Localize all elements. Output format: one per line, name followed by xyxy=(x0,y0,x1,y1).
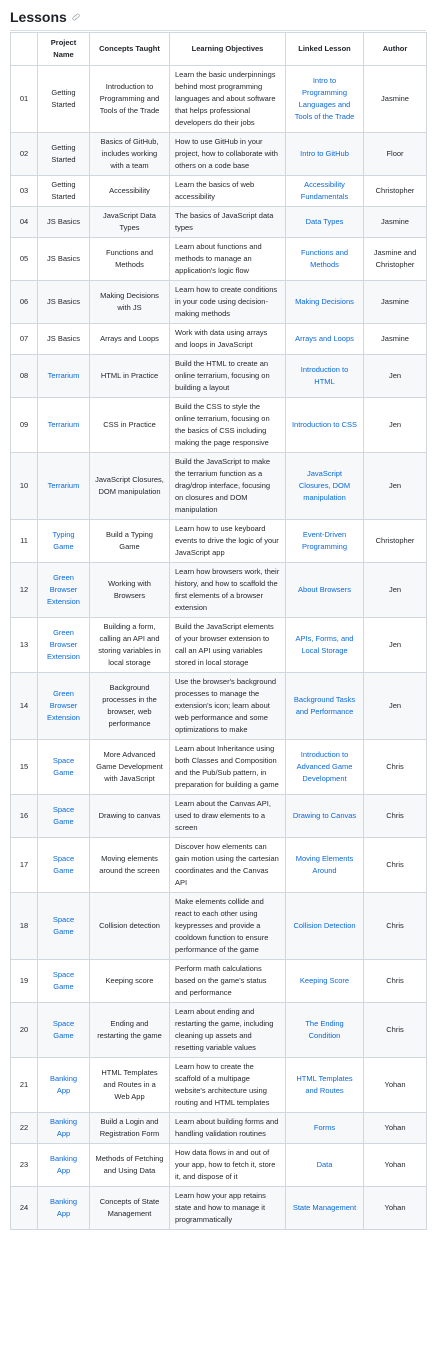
table-row xyxy=(11,838,427,893)
column-header-linked-lesson: Linked Lesson xyxy=(286,33,364,66)
linked-lesson xyxy=(286,207,364,238)
concepts-taught: Introduction to Programming and Tools of the Trade xyxy=(90,66,170,133)
table-row xyxy=(11,673,427,740)
lesson-number: 15 xyxy=(11,740,38,795)
project-name xyxy=(38,1058,90,1113)
project-name-link[interactable]: Space Game xyxy=(52,756,75,777)
author: Yohan xyxy=(364,1113,427,1144)
project-name xyxy=(38,1113,90,1144)
column-header-author: Author xyxy=(364,33,427,66)
project-name-link[interactable]: Space Game xyxy=(52,970,75,991)
linked-lesson xyxy=(286,673,364,740)
learning-objectives: Build the CSS to style the online terrarium, focusing on the basics of CSS including making the page responsive xyxy=(170,398,286,453)
column-header-project-name xyxy=(38,33,90,66)
concepts-taught: Functions and Methods xyxy=(90,238,170,281)
lesson-number: 11 xyxy=(11,520,38,563)
learning-objectives: Learn the basic underpinnings behind most programming languages and about software that helps professional developers do their jobs xyxy=(170,66,286,133)
concepts-taught: Building a form, calling an API and storing variables in local storage xyxy=(90,618,170,673)
concepts-taught: Collision detection xyxy=(90,893,170,960)
linked-lesson-link[interactable]: Data xyxy=(316,1160,333,1169)
author: Yohan xyxy=(364,1144,427,1187)
learning-objectives: Work with data using arrays and loops in JavaScript xyxy=(170,324,286,355)
learning-objectives: Learn how to create the scaffold of a multipage website's architecture using routing and HTML templates xyxy=(170,1058,286,1113)
concepts-taught: Build a Typing Game xyxy=(90,520,170,563)
concepts-taught: Moving elements around the screen xyxy=(90,838,170,893)
table-row xyxy=(11,281,427,324)
project-name xyxy=(38,740,90,795)
project-name-link[interactable]: Terrarium xyxy=(47,420,80,429)
project-name xyxy=(38,563,90,618)
concepts-taught: Basics of GitHub, includes working with a team xyxy=(90,133,170,176)
author: Jasmine xyxy=(364,66,427,133)
author: Chris xyxy=(364,838,427,893)
concepts-taught: Concepts of State Management xyxy=(90,1187,170,1230)
lesson-number: 08 xyxy=(11,355,38,398)
concepts-taught: Background processes in the browser, web performance xyxy=(90,673,170,740)
linked-lesson-link[interactable]: HTML Templates and Routes xyxy=(296,1074,353,1095)
author: Christopher xyxy=(364,520,427,563)
project-name-link[interactable]: Terrarium xyxy=(47,371,80,380)
learning-objectives: The basics of JavaScript data types xyxy=(170,207,286,238)
project-name-link[interactable]: Green Browser Extension xyxy=(47,628,80,661)
linked-lesson xyxy=(286,1113,364,1144)
project-name-link[interactable]: Typing Game xyxy=(52,530,75,551)
concepts-taught: JavaScript Data Types xyxy=(90,207,170,238)
linked-lesson-link[interactable]: Event-Driven Programming xyxy=(301,530,347,551)
linked-lesson-link[interactable]: JavaScript Closures, DOM manipulation xyxy=(298,469,351,502)
table-row xyxy=(11,960,427,1003)
learning-objectives: Discover how elements can gain motion using the cartesian coordinates and the Canvas API xyxy=(170,838,286,893)
concepts-taught: HTML in Practice xyxy=(90,355,170,398)
author: Floor xyxy=(364,133,427,176)
project-name xyxy=(38,673,90,740)
linked-lesson-link[interactable]: Making Decisions xyxy=(295,297,354,306)
table-row xyxy=(11,398,427,453)
table-row xyxy=(11,1058,427,1113)
learning-objectives: Perform math calculations based on the game's status and performance xyxy=(170,960,286,1003)
learning-objectives: How data flows in and out of your app, how to fetch it, store it, and dispose of it xyxy=(170,1144,286,1187)
author: Jen xyxy=(364,673,427,740)
linked-lesson xyxy=(286,281,364,324)
learning-objectives: Learn about ending and restarting the game, including cleaning up assets and resetting variable values xyxy=(170,1003,286,1058)
project-name: Getting Started xyxy=(38,133,90,176)
learning-objectives: Learn about Inheritance using both Classes and Composition and the Pub/Sub pattern, in preparation for building a game xyxy=(170,740,286,795)
lesson-number: 01 xyxy=(11,66,38,133)
project-name xyxy=(38,960,90,1003)
link-icon[interactable] xyxy=(71,12,81,22)
lesson-number: 21 xyxy=(11,1058,38,1113)
table-row xyxy=(11,1144,427,1187)
author: Chris xyxy=(364,740,427,795)
author: Jen xyxy=(364,355,427,398)
concepts-taught: Working with Browsers xyxy=(90,563,170,618)
table-row xyxy=(11,66,427,133)
table-row xyxy=(11,176,427,207)
author: Chris xyxy=(364,795,427,838)
learning-objectives: Learn how browsers work, their history, and how to scaffold the first elements of a browser extension xyxy=(170,563,286,618)
lesson-number: 05 xyxy=(11,238,38,281)
linked-lesson xyxy=(286,520,364,563)
author: Jen xyxy=(364,398,427,453)
linked-lesson xyxy=(286,1003,364,1058)
table-row xyxy=(11,1187,427,1230)
learning-objectives: Learn the basics of web accessibility xyxy=(170,176,286,207)
linked-lesson xyxy=(286,66,364,133)
table-row xyxy=(11,324,427,355)
linked-lesson-link[interactable]: The Ending Condition xyxy=(305,1019,344,1040)
learning-objectives: Learn about functions and methods to manage an application's logic flow xyxy=(170,238,286,281)
lesson-number: 03 xyxy=(11,176,38,207)
lesson-number: 22 xyxy=(11,1113,38,1144)
project-name xyxy=(38,1144,90,1187)
project-name-link[interactable]: Green Browser Extension xyxy=(47,573,80,606)
project-name-link[interactable]: Banking App xyxy=(49,1117,78,1138)
lesson-number: 02 xyxy=(11,133,38,176)
project-name xyxy=(38,1187,90,1230)
learning-objectives: Make elements collide and react to each other using keypresses and provide a cooldown function to ensure performance of the game xyxy=(170,893,286,960)
learning-objectives: Learn how your app retains state and how to manage it programmatically xyxy=(170,1187,286,1230)
column-header-number xyxy=(11,33,38,66)
linked-lesson-link[interactable]: Introduction to HTML xyxy=(300,365,349,386)
project-name-link[interactable]: Space Game xyxy=(52,1019,75,1040)
table-row xyxy=(11,795,427,838)
project-name: Getting Started xyxy=(38,176,90,207)
concepts-taught: Methods of Fetching and Using Data xyxy=(90,1144,170,1187)
learning-objectives: Learn how to use keyboard events to drive the logic of your JavaScript app xyxy=(170,520,286,563)
linked-lesson-link[interactable]: Arrays and Loops xyxy=(295,334,354,343)
concepts-taught: Accessibility xyxy=(90,176,170,207)
lesson-number: 13 xyxy=(11,618,38,673)
linked-lesson xyxy=(286,176,364,207)
concepts-taught: JavaScript Closures, DOM manipulation xyxy=(90,453,170,520)
author: Jen xyxy=(364,453,427,520)
project-name xyxy=(38,838,90,893)
lesson-number: 17 xyxy=(11,838,38,893)
linked-lesson-link[interactable]: Moving Elements Around xyxy=(295,854,354,875)
lesson-number: 23 xyxy=(11,1144,38,1187)
project-name-link[interactable]: Space Game xyxy=(52,915,75,936)
table-row xyxy=(11,133,427,176)
concepts-taught: Arrays and Loops xyxy=(90,324,170,355)
author: Jen xyxy=(364,618,427,673)
author: Jasmine and Christopher xyxy=(364,238,427,281)
linked-lesson-link[interactable]: Introduction to Advanced Game Development xyxy=(296,750,353,783)
project-name xyxy=(38,520,90,563)
column-header-concepts: Concepts Taught xyxy=(90,33,170,66)
concepts-taught: HTML Templates and Routes in a Web App xyxy=(90,1058,170,1113)
linked-lesson-link[interactable]: Data Types xyxy=(305,217,344,226)
project-name xyxy=(38,893,90,960)
lesson-number: 10 xyxy=(11,453,38,520)
lesson-number: 04 xyxy=(11,207,38,238)
linked-lesson xyxy=(286,453,364,520)
lesson-number: 06 xyxy=(11,281,38,324)
linked-lesson xyxy=(286,324,364,355)
table-row xyxy=(11,1113,427,1144)
linked-lesson-link[interactable]: Accessibility Fundamentals xyxy=(300,180,349,201)
linked-lesson xyxy=(286,1058,364,1113)
learning-objectives: Use the browser's background processes to manage the extension's icon; learn about web performance and some optimizations to make xyxy=(170,673,286,740)
project-name: JS Basics xyxy=(38,324,90,355)
project-name-link[interactable]: Terrarium xyxy=(47,481,80,490)
table-row xyxy=(11,563,427,618)
linked-lesson xyxy=(286,960,364,1003)
learning-objectives: Learn about the Canvas API, used to draw elements to a screen xyxy=(170,795,286,838)
table-row xyxy=(11,453,427,520)
project-name: JS Basics xyxy=(38,238,90,281)
linked-lesson-link[interactable]: Keeping Score xyxy=(299,976,350,985)
project-name-link[interactable]: Banking App xyxy=(49,1197,78,1218)
linked-lesson-link[interactable]: Intro to Programming Languages and Tools of the Trade xyxy=(294,76,355,121)
project-name xyxy=(38,453,90,520)
page-title: Lessons xyxy=(10,9,67,25)
concepts-taught: Build a Login and Registration Form xyxy=(90,1113,170,1144)
author: Chris xyxy=(364,1003,427,1058)
concepts-taught: Keeping score xyxy=(90,960,170,1003)
linked-lesson-link[interactable]: State Management xyxy=(292,1203,357,1212)
lesson-number: 07 xyxy=(11,324,38,355)
linked-lesson xyxy=(286,795,364,838)
lesson-number: 12 xyxy=(11,563,38,618)
linked-lesson xyxy=(286,563,364,618)
project-name-link[interactable]: Space Game xyxy=(52,854,75,875)
linked-lesson xyxy=(286,740,364,795)
author: Jasmine xyxy=(364,324,427,355)
linked-lesson xyxy=(286,133,364,176)
project-name-link[interactable]: Banking App xyxy=(49,1154,78,1175)
column-header-label: Project xyxy=(50,38,77,47)
linked-lesson xyxy=(286,1187,364,1230)
project-name xyxy=(38,1003,90,1058)
lesson-number: 14 xyxy=(11,673,38,740)
table-header-row xyxy=(11,33,427,66)
table-row xyxy=(11,1003,427,1058)
lesson-number: 24 xyxy=(11,1187,38,1230)
project-name: JS Basics xyxy=(38,281,90,324)
table-row xyxy=(11,618,427,673)
linked-lesson-link[interactable]: Collision Detection xyxy=(293,921,356,930)
table-row xyxy=(11,238,427,281)
linked-lesson-link[interactable]: Drawing to Canvas xyxy=(292,811,357,820)
lesson-number: 16 xyxy=(11,795,38,838)
linked-lesson-link[interactable]: APIs, Forms, and Local Storage xyxy=(295,634,354,655)
linked-lesson xyxy=(286,618,364,673)
linked-lesson-link[interactable]: Forms xyxy=(313,1123,336,1132)
linked-lesson xyxy=(286,893,364,960)
concepts-taught: Drawing to canvas xyxy=(90,795,170,838)
lesson-number: 09 xyxy=(11,398,38,453)
author: Yohan xyxy=(364,1058,427,1113)
concepts-taught: More Advanced Game Development with JavaScript xyxy=(90,740,170,795)
table-row xyxy=(11,355,427,398)
author: Chris xyxy=(364,893,427,960)
author: Yohan xyxy=(364,1187,427,1230)
table-row xyxy=(11,520,427,563)
project-name-link[interactable]: Banking App xyxy=(49,1074,78,1095)
author: Chris xyxy=(364,960,427,1003)
lessons-table xyxy=(10,32,427,1230)
project-name xyxy=(38,398,90,453)
learning-objectives: How to use GitHub in your project, how to collaborate with others on a code base xyxy=(170,133,286,176)
author: Jen xyxy=(364,563,427,618)
table-row xyxy=(11,893,427,960)
author: Jasmine xyxy=(364,207,427,238)
project-name: JS Basics xyxy=(38,207,90,238)
learning-objectives: Build the JavaScript elements of your browser extension to call an API using variables stored in local storage xyxy=(170,618,286,673)
table-row xyxy=(11,740,427,795)
lesson-number: 19 xyxy=(11,960,38,1003)
learning-objectives: Learn about building forms and handling validation routines xyxy=(170,1113,286,1144)
linked-lesson xyxy=(286,1144,364,1187)
project-name xyxy=(38,618,90,673)
author: Jasmine xyxy=(364,281,427,324)
linked-lesson-link[interactable]: Introduction to CSS xyxy=(291,420,358,429)
section-heading xyxy=(10,4,426,31)
column-header-label: Name xyxy=(53,50,74,59)
concepts-taught: Ending and restarting the game xyxy=(90,1003,170,1058)
learning-objectives: Learn how to create conditions in your code using decision-making methods xyxy=(170,281,286,324)
concepts-taught: CSS in Practice xyxy=(90,398,170,453)
column-header-objectives: Learning Objectives xyxy=(170,33,286,66)
project-name-link[interactable]: Green Browser Extension xyxy=(47,689,80,722)
project-name: Getting Started xyxy=(38,66,90,133)
project-name xyxy=(38,795,90,838)
linked-lesson xyxy=(286,355,364,398)
table-row xyxy=(11,207,427,238)
linked-lesson-link[interactable]: Intro to GitHub xyxy=(300,149,349,158)
linked-lesson xyxy=(286,838,364,893)
learning-objectives: Build the HTML to create an online terrarium, focusing on building a layout xyxy=(170,355,286,398)
concepts-taught: Making Decisions with JS xyxy=(90,281,170,324)
linked-lesson-link[interactable]: Functions and Methods xyxy=(300,248,349,269)
linked-lesson xyxy=(286,398,364,453)
project-name-link[interactable]: Space Game xyxy=(52,805,75,826)
linked-lesson-link[interactable]: About Browsers xyxy=(298,585,351,594)
lesson-number: 20 xyxy=(11,1003,38,1058)
linked-lesson-link[interactable]: Background Tasks and Performance xyxy=(293,695,356,716)
lesson-number: 18 xyxy=(11,893,38,960)
author: Christopher xyxy=(364,176,427,207)
learning-objectives: Build the JavaScript to make the terrarium function as a drag/drop interface, focusing on closures and DOM manipulation xyxy=(170,453,286,520)
project-name xyxy=(38,355,90,398)
linked-lesson xyxy=(286,238,364,281)
